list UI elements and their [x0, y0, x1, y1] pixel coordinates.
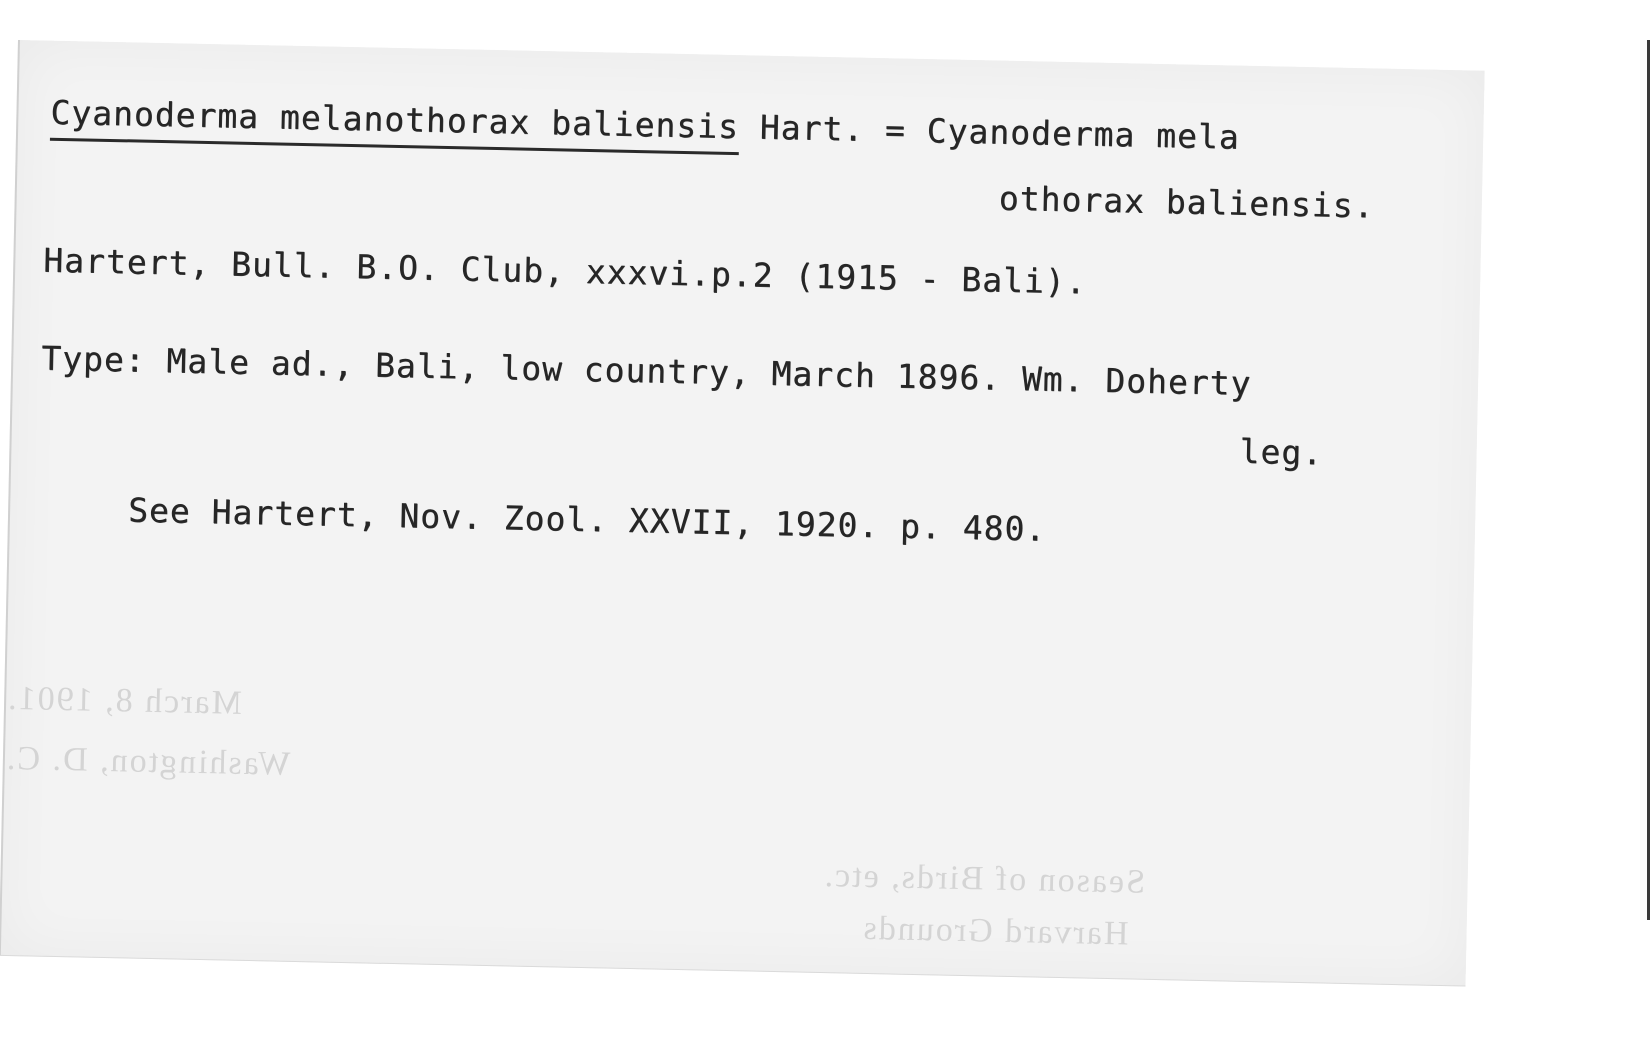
card-line-type-continued: leg. [1239, 431, 1324, 473]
bleed-through-line-4: Harvard Grounds [861, 909, 1129, 953]
card-line-type: Type: Male ad., Bali, low country, March 1896. Wm. Doherty [40, 338, 1252, 403]
card-line-see-also: See Hartert, Nov. Zool. XXVII, 1920. p. 480. [127, 490, 1047, 549]
card-line-reference: Hartert, Bull. B.O. Club, xxxvi.p.2 (1915 - Bali). [42, 240, 1087, 302]
bleed-through-line-1: March 8, 1901. [5, 679, 243, 722]
taxon-synonym: Hart. = Cyanoderma mela [738, 107, 1241, 157]
taxon-name: Cyanoderma melanothorax baliensis [50, 93, 739, 155]
card-line-taxon [50, 93, 1240, 157]
bleed-through-line-2: Washington, D. C. [4, 739, 291, 783]
bleed-through-line-3: Season of Birds, etc. [822, 857, 1146, 901]
index-card [0, 40, 1485, 987]
card-line-synonym-continued: othorax baliensis. [998, 178, 1375, 226]
